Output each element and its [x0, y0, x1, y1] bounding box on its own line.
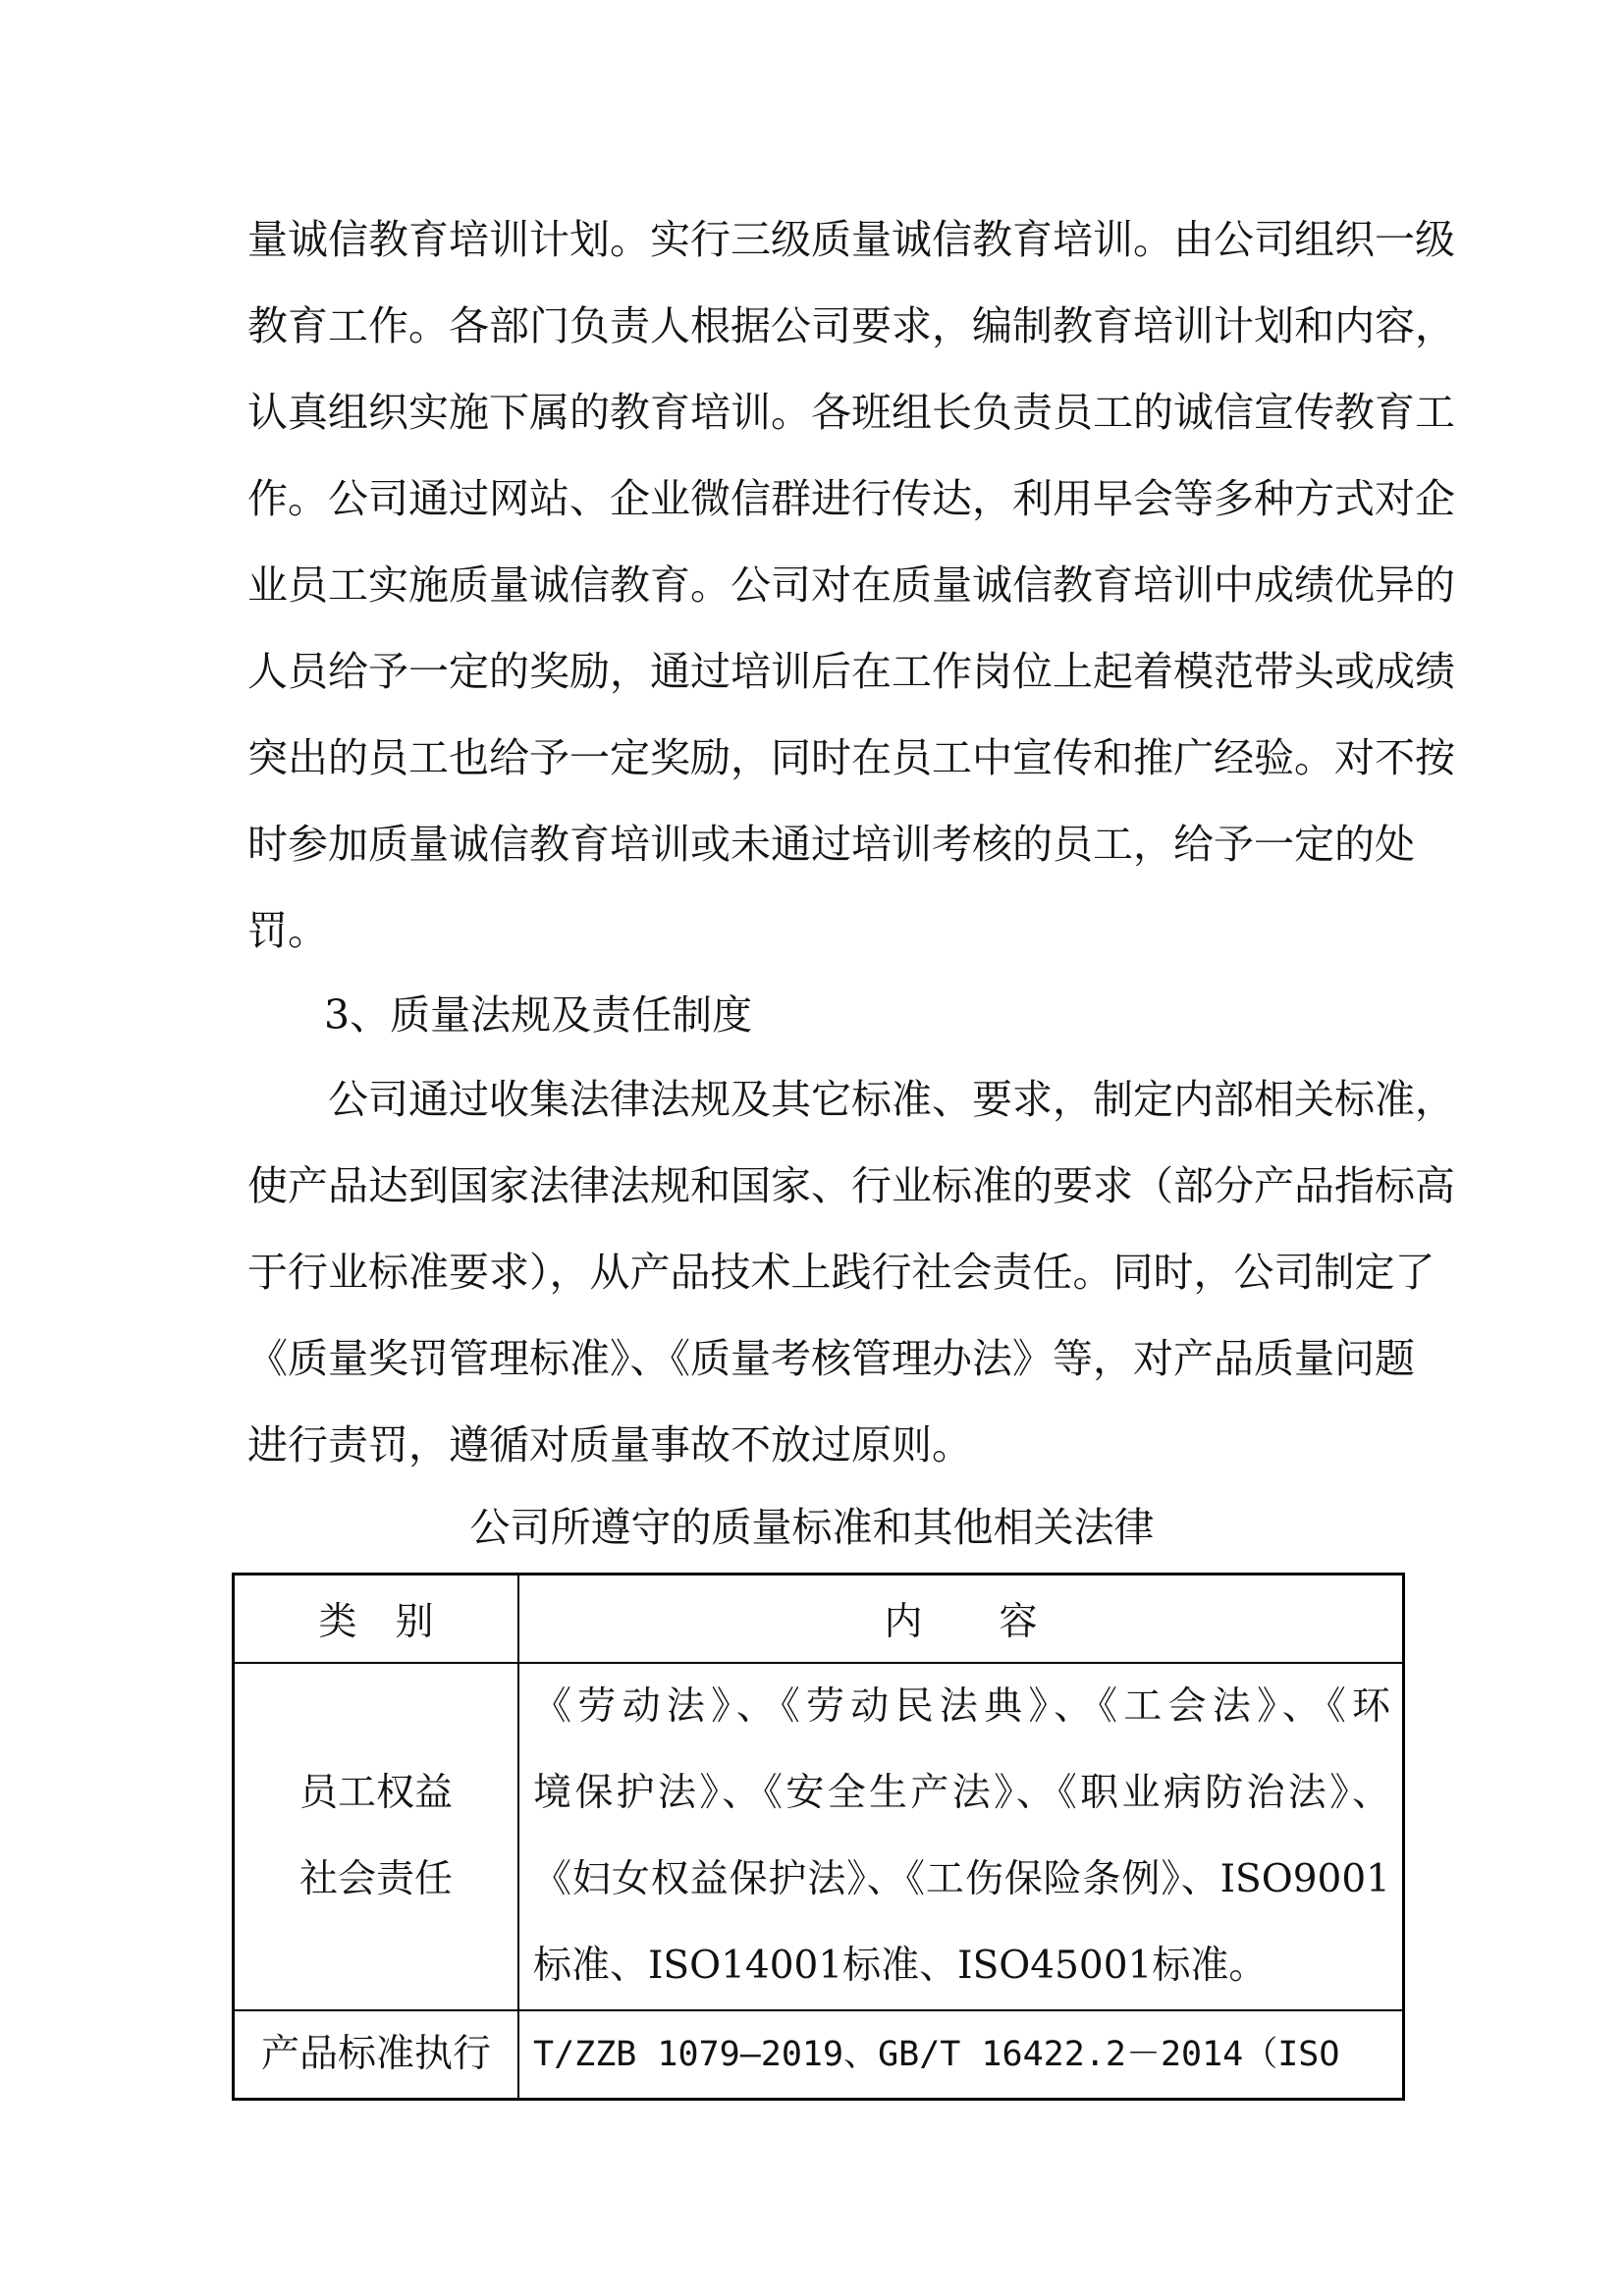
standards-table [232, 1573, 1405, 2101]
row-1-content-line-2: 境保护法》、《安全生产法》、《职业病防治法》、 [533, 1771, 1390, 1815]
row-2-content [518, 2010, 1404, 2100]
header-category: 类 别 [234, 1575, 519, 1664]
row-1-content-line-1: 《劳动法》、《劳动民法典》、《工会法》、《环 [533, 1684, 1390, 1729]
table-caption: 公司所遵守的质量标准和其他相关法律 [469, 1504, 1155, 1551]
paragraph-1-line-3: 认真组织实施下属的教育培训。各班组长负责员工的诚信宣传教育工 [247, 389, 1455, 436]
table-header-row [234, 1575, 1404, 1664]
header-content: 内 容 [518, 1575, 1404, 1664]
paragraph-2-line-3: 于行业标准要求），从产品技术上践行社会责任。同时，公司制定了 [247, 1249, 1435, 1296]
paragraph-1-line-5: 业员工实施质量诚信教育。公司对在质量诚信教育培训中成绩优异的 [247, 561, 1455, 609]
paragraph-1-line-4: 作。公司通过网站、企业微信群进行传达，利用早会等多种方式对企 [247, 475, 1455, 522]
row-2-category-line-1: 产品标准执行 [260, 2032, 491, 2076]
paragraph-1-line-9: 罚。 [247, 907, 328, 954]
row-1-category-line-2: 社会责任 [298, 1857, 453, 1901]
row-1-category-line-1: 员工权益 [298, 1771, 453, 1815]
row-1-category [234, 1663, 519, 2010]
row-2-category [234, 2010, 519, 2100]
paragraph-1-line-7: 突出的员工也给予一定奖励，同时在员工中宣传和推广经验。对不按 [247, 734, 1455, 781]
paragraph-2-line-5: 进行责罚，遵循对质量事故不放过原则。 [247, 1421, 972, 1468]
paragraph-2-line-4: 《质量奖罚管理标准》、《质量考核管理办法》等，对产品质量问题 [247, 1335, 1415, 1382]
table-row [234, 2010, 1404, 2100]
paragraph-2-line-2: 使产品达到国家法律法规和国家、行业标准的要求（部分产品指标高 [247, 1162, 1455, 1209]
row-2-content-line-1: T/ZZB 1079—2019、GB/T 16422.2－2014（ISO [533, 2035, 1340, 2074]
row-1-content-line-3: 《妇女权益保护法》、《工伤保险条例》、ISO9001 [533, 1857, 1390, 1901]
paragraph-2-line-1: 公司通过收集法律法规及其它标准、要求，制定内部相关标准， [247, 1076, 1455, 1123]
paragraph-1-line-8: 时参加质量诚信教育培训或未通过培训考核的员工，给予一定的处 [247, 821, 1415, 868]
paragraph-1-line-6: 人员给予一定的奖励，通过培训后在工作岗位上起着模范带头或成绩 [247, 648, 1455, 695]
paragraph-1-line-1: 量诚信教育培训计划。实行三级质量诚信教育培训。由公司组织一级 [247, 216, 1455, 263]
row-1-content [518, 1663, 1404, 2010]
table-row [234, 1663, 1404, 2010]
row-1-content-line-4: 标准、ISO14001标准、ISO45001标准。 [533, 1944, 1268, 1988]
paragraph-1-line-2: 教育工作。各部门负责人根据公司要求，编制教育培训计划和内容， [247, 302, 1455, 349]
section-heading: 3、质量法规及责任制度 [324, 991, 753, 1039]
